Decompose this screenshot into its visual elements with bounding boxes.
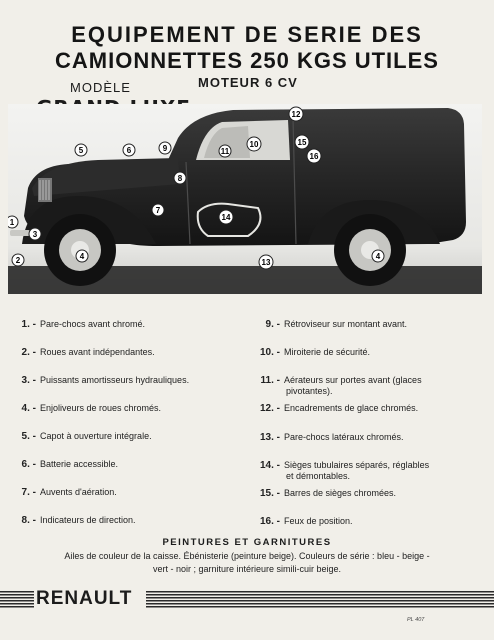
equipment-item-12 xyxy=(258,403,468,414)
item-number: 13. - xyxy=(259,432,280,443)
callout-11-label: 11 xyxy=(220,147,230,156)
equipment-item-14 xyxy=(258,460,478,482)
title-line-1: EQUIPEMENT DE SERIE DES xyxy=(71,22,423,47)
item-label: Miroiterie de sécurité. xyxy=(284,347,371,357)
equipment-item-6 xyxy=(14,459,118,470)
equipment-item-16 xyxy=(258,516,468,527)
stripe-right xyxy=(146,591,494,608)
callout-13-label: 13 xyxy=(261,258,271,267)
van-photo xyxy=(8,104,482,294)
stripe-left xyxy=(0,591,34,608)
callout-15 xyxy=(295,135,309,149)
callout-1-label: 1 xyxy=(9,218,15,227)
equipment-item-9 xyxy=(258,319,468,330)
item-label: Barres de sièges chromées. xyxy=(284,488,397,498)
item-number: 5. - xyxy=(21,431,36,442)
title-line-2: CAMIONNETTES 250 KGS UTILES xyxy=(55,48,439,73)
item-label: Indicateurs de direction. xyxy=(40,515,136,525)
equipment-item-3 xyxy=(14,375,189,386)
callout-13 xyxy=(259,255,273,269)
item-label: Batterie accessible. xyxy=(40,459,119,469)
callout-10 xyxy=(247,137,261,151)
paint-section-text xyxy=(34,550,460,576)
callout-4b-label: 4 xyxy=(375,252,381,261)
item-number: 8. - xyxy=(21,515,36,526)
brand-bar xyxy=(0,588,494,612)
paint-section-title: PEINTURES ET GARNITURES xyxy=(162,537,332,548)
item-label: Capot à ouverture intégrale. xyxy=(40,431,152,441)
brand-logo: RENAULT xyxy=(36,588,133,609)
equipment-item-8 xyxy=(14,515,136,526)
item-label: Aérateurs sur portes avant (glaces xyxy=(284,375,422,385)
item-label: Enjoliveurs de roues chromés. xyxy=(40,403,162,413)
callout-9-label: 9 xyxy=(162,144,168,153)
item-number: 7. - xyxy=(21,487,36,498)
callout-8 xyxy=(174,172,186,184)
item-number: 6. - xyxy=(21,459,36,470)
callout-14-label: 14 xyxy=(221,213,231,222)
equipment-item-10 xyxy=(258,347,468,358)
callout-2-label: 2 xyxy=(15,256,21,265)
item-number: 14. - xyxy=(259,460,280,471)
callout-9 xyxy=(159,142,171,154)
callout-3-label: 3 xyxy=(32,230,38,239)
callout-15-label: 15 xyxy=(297,138,307,147)
item-label: Roues avant indépendantes. xyxy=(40,347,155,357)
callout-14 xyxy=(219,210,233,224)
item-number: 1. - xyxy=(21,319,36,330)
equipment-item-11 xyxy=(258,375,478,397)
equipment-item-15 xyxy=(258,488,468,499)
callout-2 xyxy=(12,254,24,266)
callout-7-label: 7 xyxy=(155,206,161,215)
engine-label: MOTEUR 6 CV xyxy=(198,75,298,90)
item-number: 2. - xyxy=(21,347,36,358)
model-label: MODÈLE xyxy=(70,80,131,95)
callout-12 xyxy=(289,107,303,121)
equipment-item-2 xyxy=(14,347,155,358)
equipment-item-7 xyxy=(14,487,117,498)
item-number: 4. - xyxy=(21,403,36,414)
paint-line-2: vert - noir ; garniture intérieure simili-cuir beige. xyxy=(152,564,342,574)
paint-line-1: Ailes de couleur de la caisse. Ébénisterie (peinture beige). Couleurs de série : bleu - beige - xyxy=(64,551,430,561)
item-number: 9. - xyxy=(265,319,280,330)
equipment-item-5 xyxy=(14,431,152,442)
callout-12-label: 12 xyxy=(291,110,301,119)
item-number: 3. - xyxy=(21,375,36,386)
item-label-continued: pivotantes). xyxy=(286,386,333,396)
callout-16-label: 16 xyxy=(309,152,319,161)
item-label: Auvents d'aération. xyxy=(40,487,117,497)
item-number: 12. - xyxy=(259,403,280,414)
item-label: Pare-chocs avant chromé. xyxy=(40,319,146,329)
item-number: 16. - xyxy=(259,516,280,527)
item-label: Feux de position. xyxy=(284,516,353,526)
callout-11 xyxy=(219,145,231,157)
equipment-item-4 xyxy=(14,403,161,414)
callout-7 xyxy=(152,204,164,216)
equipment-item-1 xyxy=(14,319,145,330)
callout-8-label: 8 xyxy=(177,174,183,183)
item-label: Encadrements de glace chromés. xyxy=(284,403,419,413)
callout-4b xyxy=(372,250,384,262)
item-label: Pare-chocs latéraux chromés. xyxy=(284,432,404,442)
callout-1 xyxy=(8,216,18,228)
reference-code: PL 407 xyxy=(407,617,425,623)
item-label: Rétroviseur sur montant avant. xyxy=(284,319,408,329)
callout-4a-label: 4 xyxy=(79,252,85,261)
equipment-item-13 xyxy=(258,432,468,443)
callout-3 xyxy=(29,228,41,240)
item-number: 11. - xyxy=(260,375,280,386)
callout-6-label: 6 xyxy=(126,146,132,155)
item-label: Puissants amortisseurs hydrauliques. xyxy=(40,375,190,385)
callout-5 xyxy=(75,144,87,156)
item-number: 15. - xyxy=(259,488,280,499)
callout-16 xyxy=(307,149,321,163)
callout-10-label: 10 xyxy=(249,140,259,149)
callout-6 xyxy=(123,144,135,156)
item-number: 10. - xyxy=(259,347,280,358)
callout-4a xyxy=(76,250,88,262)
item-label: Sièges tubulaires séparés, réglables xyxy=(284,460,430,470)
item-label-continued: et démontables. xyxy=(286,471,351,481)
callout-5-label: 5 xyxy=(78,146,84,155)
